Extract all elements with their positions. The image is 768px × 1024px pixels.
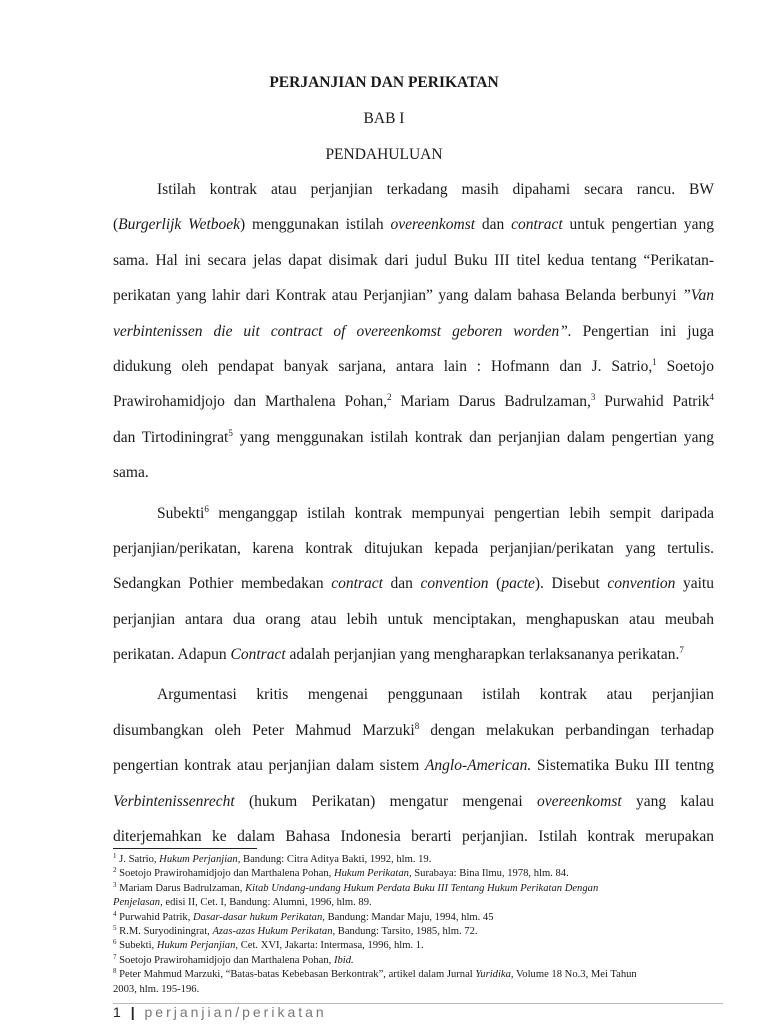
text-line xyxy=(113,573,714,608)
text-segment: (hukum Perikatan) mengatur mengenai xyxy=(234,792,538,810)
text-segment: dan xyxy=(475,216,512,234)
text-segment: untuk pengertian yang xyxy=(562,216,714,234)
text-segment: 2003, hlm. 195-196. xyxy=(113,983,200,995)
text-segment: convention xyxy=(607,575,676,593)
text-segment: Soetojo Prawirohamidjojo dan Marthalena Pohan, xyxy=(116,954,334,966)
footnote xyxy=(113,882,723,896)
document-title: PERJANJIAN DAN PERIKATAN xyxy=(269,74,499,91)
page-footer xyxy=(113,1004,327,1020)
text-segment: Ibid. xyxy=(333,954,354,966)
footnote-ref[interactable]: 5 xyxy=(113,923,117,932)
text-segment: convention xyxy=(420,575,489,593)
footnote-ref[interactable]: 8 xyxy=(414,720,420,731)
text-line xyxy=(113,391,714,426)
text-segment: Mariam Darus Badrulzaman, xyxy=(391,393,591,411)
text-line xyxy=(113,285,714,320)
text-segment: yang kalau xyxy=(621,792,714,810)
text-segment: Prawirohamidjojo dan Marthalena Pohan, xyxy=(113,393,388,411)
paragraph xyxy=(113,684,714,861)
text-segment: Argumentasi kritis mengenai penggunaan istilah kontrak atau perjanjian xyxy=(157,686,714,704)
footnotes xyxy=(113,853,723,997)
text-line xyxy=(113,538,714,573)
footnote-ref[interactable]: 7 xyxy=(113,952,117,961)
text-segment: Kitab Undang-undang Hukum Perdata Buku III Tentang Hukum Perikatan Dengan xyxy=(245,882,599,894)
footnote xyxy=(113,954,723,968)
text-segment: verbintenissen die uit contract of overeenkomst geboren worden”. xyxy=(113,322,572,340)
text-line xyxy=(113,503,714,538)
text-segment: Subekti xyxy=(157,504,205,522)
footnote-ref[interactable]: 2 xyxy=(113,866,117,875)
text-segment: Soetojo xyxy=(656,357,714,375)
text-segment: Azas-azas Hukum Perikatan, xyxy=(212,925,336,937)
footnote xyxy=(113,911,723,925)
footnote-ref[interactable]: 4 xyxy=(709,392,715,403)
text-segment: dan xyxy=(382,575,421,593)
text-segment: Bandung: Citra Aditya Bakti, 1992, hlm. 19. xyxy=(240,854,432,865)
text-segment: perjanjian/perikatan, karena kontrak ditujukan kepada perjanjian/perikatan yang tertulis. xyxy=(113,539,714,557)
text-segment: Yuridika, xyxy=(475,969,514,981)
text-segment: Penjelasan, xyxy=(113,897,163,909)
text-line xyxy=(113,427,714,462)
text-segment: Volume 18 No.3, Mei Tahun xyxy=(513,969,637,981)
text-line xyxy=(113,462,714,497)
text-segment: Contract xyxy=(230,646,286,664)
text-segment: menganggap istilah kontrak mempunyai pengertian lebih sempit daripada xyxy=(208,504,714,522)
text-line xyxy=(113,214,714,249)
footnote-ref[interactable]: 3 xyxy=(590,392,596,403)
text-segment: Pengertian ini juga xyxy=(571,322,714,340)
text-segment: R.M. Suryodiningrat, xyxy=(116,925,213,937)
text-segment: Sedangkan Pothier membedakan xyxy=(113,575,332,593)
paragraph xyxy=(113,503,714,680)
text-segment: ) menggunakan istilah xyxy=(240,216,391,234)
text-segment: yang menggunakan istilah kontrak dan perjanjian dalam pengertian yang xyxy=(232,428,715,446)
text-line xyxy=(113,684,714,719)
text-segment: overeenkomst xyxy=(390,216,476,234)
text-segment: Cet. XVI, Jakarta: Intermasa, 1996, hlm. 1. xyxy=(238,940,424,952)
text-segment: didukung oleh pendapat banyak sarjana, antara lain : Hofmann dan J. Satrio, xyxy=(113,357,653,375)
text-segment: diterjemahkan ke dalam Bahasa Indonesia berarti perjanjian. Istilah kontrak merupakan xyxy=(113,828,714,846)
text-segment: ( xyxy=(113,216,119,234)
text-line xyxy=(113,791,714,826)
text-segment: perjanjian antara dua orang atau lebih untuk menciptakan, menghapuskan atau meubah xyxy=(113,610,714,628)
footnote-ref[interactable]: 7 xyxy=(679,645,684,656)
text-segment: Soetojo Prawirohamidjojo dan Marthalena Pohan, xyxy=(116,868,334,880)
text-segment: ). Disebut xyxy=(534,575,608,593)
text-segment: Mariam Darus Badrulzaman, xyxy=(116,882,246,894)
text-segment: Surabaya: Bina Ilmu, 1978, hlm. 84. xyxy=(411,868,569,880)
footnote xyxy=(113,896,723,910)
footnote-ref[interactable]: 1 xyxy=(113,852,117,860)
text-segment: overeenkomst xyxy=(537,792,622,810)
text-segment: Purwahid Patrik, xyxy=(116,911,194,923)
footnote xyxy=(113,939,723,953)
text-segment: contract xyxy=(331,575,383,593)
footnote-ref[interactable]: 2 xyxy=(387,392,392,403)
footnote xyxy=(113,983,723,997)
running-title: perjanjian/perikatan xyxy=(144,1004,327,1020)
page-number: 1 xyxy=(113,1004,124,1020)
text-segment: Hukum Perjanjian, xyxy=(156,940,239,952)
footnote xyxy=(113,867,723,881)
text-segment: yaitu xyxy=(675,575,714,593)
text-segment: J. Satrio, xyxy=(116,854,160,865)
footnote-separator xyxy=(113,848,257,849)
footnote-ref[interactable]: 3 xyxy=(113,880,117,889)
text-segment: sama. Hal ini secara jelas dapat disimak dari judul Buku III titel kedua tentang “Perikatan- xyxy=(113,251,714,269)
footnote xyxy=(113,968,723,982)
footnote-ref[interactable]: 8 xyxy=(113,967,117,976)
footnote-ref[interactable]: 4 xyxy=(113,909,117,918)
text-segment: Bandung: Tarsito, 1985, hlm. 72. xyxy=(335,925,478,937)
text-line xyxy=(113,179,714,214)
text-segment: Dasar-dasar hukum Perikatan, xyxy=(193,911,325,923)
text-segment: Hukum Perikatan, xyxy=(333,868,412,880)
text-segment: perikatan yang lahir dari Kontrak atau Perjanjian” yang dalam bahasa Belanda berbunyi xyxy=(113,287,683,305)
footnote xyxy=(113,853,723,867)
text-segment: sama. xyxy=(113,464,149,482)
text-segment: contract xyxy=(511,216,563,234)
text-line xyxy=(113,720,714,755)
text-segment: pengertian kontrak atau perjanjian dalam sistem xyxy=(113,757,425,775)
text-segment: disumbangkan oleh Peter Mahmud Marzuki xyxy=(113,721,415,739)
text-line xyxy=(113,250,714,285)
chapter-heading: BAB I xyxy=(363,110,405,127)
text-segment: pacte xyxy=(501,575,535,593)
text-segment: perikatan. Adapun xyxy=(113,646,231,664)
text-segment: Hukum Perjanjian, xyxy=(159,854,241,865)
footer-separator: | xyxy=(130,1004,138,1020)
footnote-ref[interactable]: 6 xyxy=(204,503,209,514)
text-segment: Bandung: Mandar Maju, 1994, hlm. 45 xyxy=(324,911,494,923)
text-segment: dengan melakukan perbandingan terhadap xyxy=(419,721,714,739)
section-heading: PENDAHULUAN xyxy=(325,146,443,163)
footnote-ref[interactable]: 6 xyxy=(113,938,117,947)
text-segment: adalah perjanjian yang mengharapkan terlaksananya perikatan. xyxy=(285,646,680,664)
footnote-ref[interactable]: 1 xyxy=(652,356,657,367)
text-segment: ( xyxy=(488,575,502,593)
text-line xyxy=(113,356,714,391)
footnote xyxy=(113,925,723,939)
text-segment: Sistematika Buku III tentng xyxy=(531,757,715,775)
text-segment: ”Van xyxy=(682,287,714,305)
text-segment: Burgerlijk Wetboek xyxy=(118,216,241,234)
paragraph xyxy=(113,179,714,498)
body-text xyxy=(113,179,714,866)
text-segment: Anglo-American. xyxy=(424,757,532,775)
footnote-ref[interactable]: 5 xyxy=(228,427,233,438)
text-line xyxy=(113,644,714,679)
text-segment: Peter Mahmud Marzuki, “Batas-batas Kebebasan Berkontrak”, artikel dalam Jurnal xyxy=(116,969,476,981)
text-segment: Istilah kontrak atau perjanjian terkadang masih dipahami secara rancu. BW xyxy=(157,181,714,198)
text-segment: dan Tirtodiningrat xyxy=(113,428,229,446)
text-line xyxy=(113,609,714,644)
text-line xyxy=(113,755,714,790)
text-segment: Verbintenissenrecht xyxy=(113,792,235,810)
text-segment: Subekti, xyxy=(116,940,157,952)
text-segment: Purwahid Patrik xyxy=(595,393,710,411)
text-segment: edisi II, Cet. I, Bandung: Alumni, 1996, hlm. 89. xyxy=(162,897,372,909)
text-line xyxy=(113,321,714,356)
